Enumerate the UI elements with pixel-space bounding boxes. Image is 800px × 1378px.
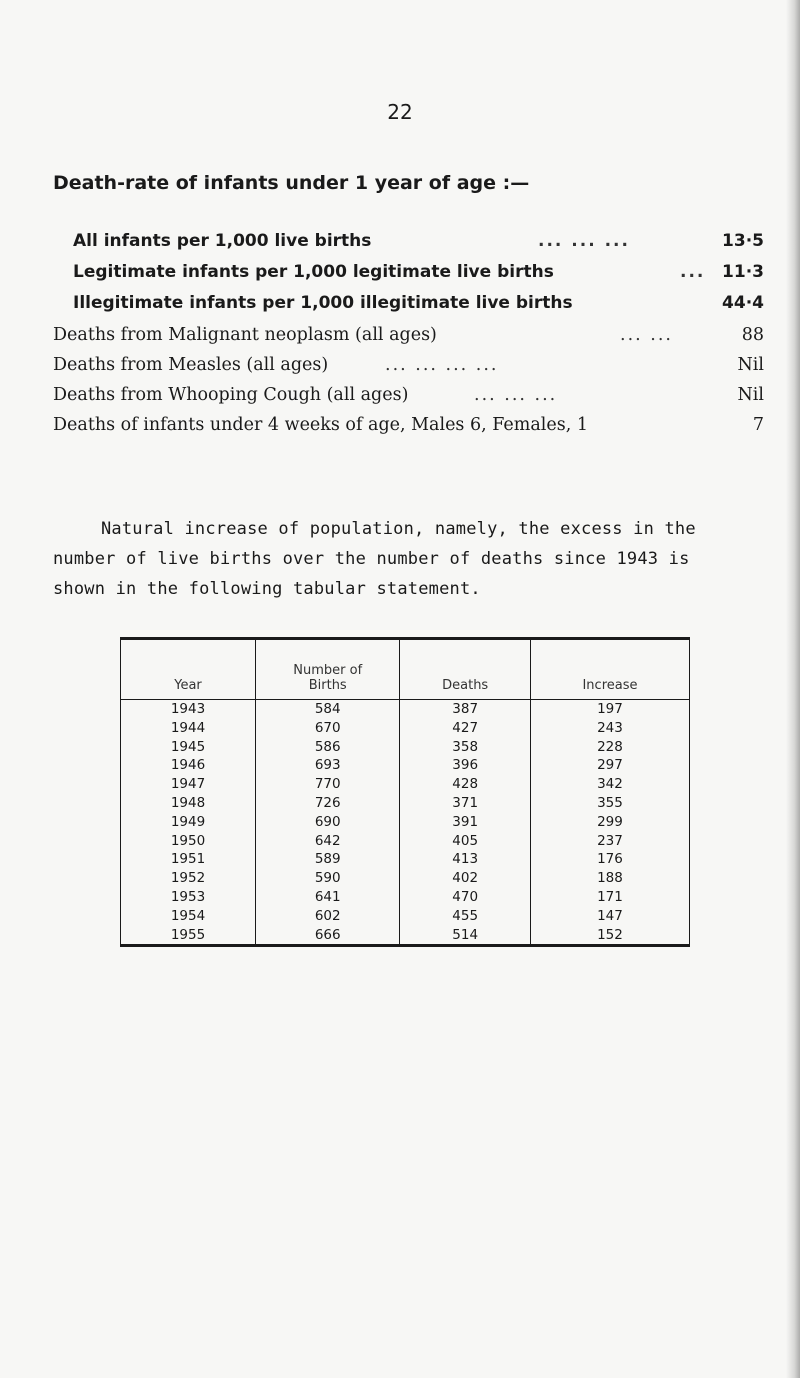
cell-year: 1944 (121, 719, 256, 738)
cell-increase: 297 (530, 756, 689, 775)
births-deaths-table (120, 637, 690, 947)
cell-year: 1943 (121, 700, 256, 719)
stat-value: Nil (737, 385, 764, 405)
cell-increase: 147 (530, 907, 689, 926)
cell-deaths: 470 (400, 888, 531, 907)
stat-whooping-cough (0, 380, 800, 410)
stat-label: Deaths from Whooping Cough (all ages) (53, 385, 409, 405)
paragraph-line: shown in the following tabular statement. (53, 579, 481, 599)
stat-all-infants (0, 226, 800, 256)
cell-deaths: 428 (400, 775, 531, 794)
cell-year: 1946 (121, 756, 256, 775)
cell-births: 590 (256, 869, 400, 888)
table-row (121, 756, 690, 775)
stat-label: Deaths from Malignant neoplasm (all ages) (53, 325, 437, 345)
stat-legitimate-infants (0, 257, 800, 287)
cell-year: 1954 (121, 907, 256, 926)
cell-increase: 228 (530, 738, 689, 757)
cell-deaths: 371 (400, 794, 531, 813)
stat-value: 11·3 (722, 262, 764, 282)
cell-year: 1951 (121, 850, 256, 869)
table-header-row (121, 639, 690, 700)
cell-deaths: 413 (400, 850, 531, 869)
cell-deaths: 358 (400, 738, 531, 757)
cell-deaths: 396 (400, 756, 531, 775)
cell-births: 726 (256, 794, 400, 813)
stat-illegitimate-infants (0, 288, 800, 318)
cell-births: 770 (256, 775, 400, 794)
cell-increase: 342 (530, 775, 689, 794)
table-row (121, 719, 690, 738)
cell-deaths: 514 (400, 926, 531, 946)
table-row (121, 775, 690, 794)
cell-deaths: 387 (400, 700, 531, 719)
stat-malignant-neoplasm (0, 320, 800, 350)
table-row (121, 700, 690, 719)
cell-births: 666 (256, 926, 400, 946)
stat-value: 44·4 (722, 293, 764, 313)
natural-increase-paragraph (53, 514, 769, 604)
stat-label: Deaths of infants under 4 weeks of age, Males 6, Females, 1 (53, 415, 588, 435)
stat-label: Deaths from Measles (all ages) (53, 355, 329, 375)
page-number: 22 (387, 100, 413, 124)
cell-deaths: 402 (400, 869, 531, 888)
cell-year: 1950 (121, 832, 256, 851)
cell-increase: 243 (530, 719, 689, 738)
cell-increase: 176 (530, 850, 689, 869)
table-row (121, 926, 690, 946)
stat-infants-under-4-weeks (0, 410, 800, 440)
stat-label: Illegitimate infants per 1,000 illegitimate live births (73, 293, 573, 313)
stat-dots: ... ... ... (474, 385, 558, 405)
stat-measles (0, 350, 800, 380)
cell-births: 589 (256, 850, 400, 869)
stat-dots: ... ... ... ... (385, 355, 499, 375)
paragraph-line: number of live births over the number of deaths since 1943 is (53, 549, 690, 569)
cell-increase: 188 (530, 869, 689, 888)
cell-births: 584 (256, 700, 400, 719)
table-body (121, 700, 690, 946)
paragraph-line: Natural increase of population, namely, the excess in the (101, 519, 696, 539)
cell-increase: 197 (530, 700, 689, 719)
table-row (121, 888, 690, 907)
cell-year: 1947 (121, 775, 256, 794)
table-row (121, 794, 690, 813)
cell-year: 1949 (121, 813, 256, 832)
header-increase: Increase (530, 639, 689, 700)
stat-value: Nil (737, 355, 764, 375)
table-row (121, 738, 690, 757)
stat-label: All infants per 1,000 live births (73, 231, 372, 251)
cell-year: 1948 (121, 794, 256, 813)
cell-births: 586 (256, 738, 400, 757)
cell-increase: 299 (530, 813, 689, 832)
cell-deaths: 427 (400, 719, 531, 738)
cell-year: 1945 (121, 738, 256, 757)
cell-year: 1955 (121, 926, 256, 946)
stat-label: Legitimate infants per 1,000 legitimate live births (73, 262, 554, 282)
table-row (121, 869, 690, 888)
stat-value: 13·5 (722, 231, 764, 251)
cell-deaths: 391 (400, 813, 531, 832)
cell-births: 641 (256, 888, 400, 907)
cell-increase: 152 (530, 926, 689, 946)
page-edge-shadow (786, 0, 800, 1378)
cell-increase: 237 (530, 832, 689, 851)
cell-births: 690 (256, 813, 400, 832)
cell-year: 1953 (121, 888, 256, 907)
cell-increase: 355 (530, 794, 689, 813)
header-births-line1: Number of (293, 663, 363, 678)
stat-value: 88 (741, 325, 764, 345)
infant-death-rate-heading: Death-rate of infants under 1 year of age :— (53, 172, 530, 194)
table-row (121, 907, 690, 926)
cell-births: 642 (256, 832, 400, 851)
stat-dots: ... (680, 262, 706, 282)
cell-births: 693 (256, 756, 400, 775)
header-births-line2: Births (308, 678, 347, 693)
header-births (256, 639, 400, 700)
cell-deaths: 455 (400, 907, 531, 926)
cell-births: 670 (256, 719, 400, 738)
table-row (121, 850, 690, 869)
stat-dots: ... ... ... (538, 231, 630, 251)
cell-births: 602 (256, 907, 400, 926)
header-deaths: Deaths (400, 639, 531, 700)
cell-year: 1952 (121, 869, 256, 888)
table-row (121, 832, 690, 851)
cell-increase: 171 (530, 888, 689, 907)
table-row (121, 813, 690, 832)
stat-value: 7 (752, 415, 764, 435)
cell-deaths: 405 (400, 832, 531, 851)
header-year: Year (121, 639, 256, 700)
stat-dots: ... ... (620, 325, 673, 345)
